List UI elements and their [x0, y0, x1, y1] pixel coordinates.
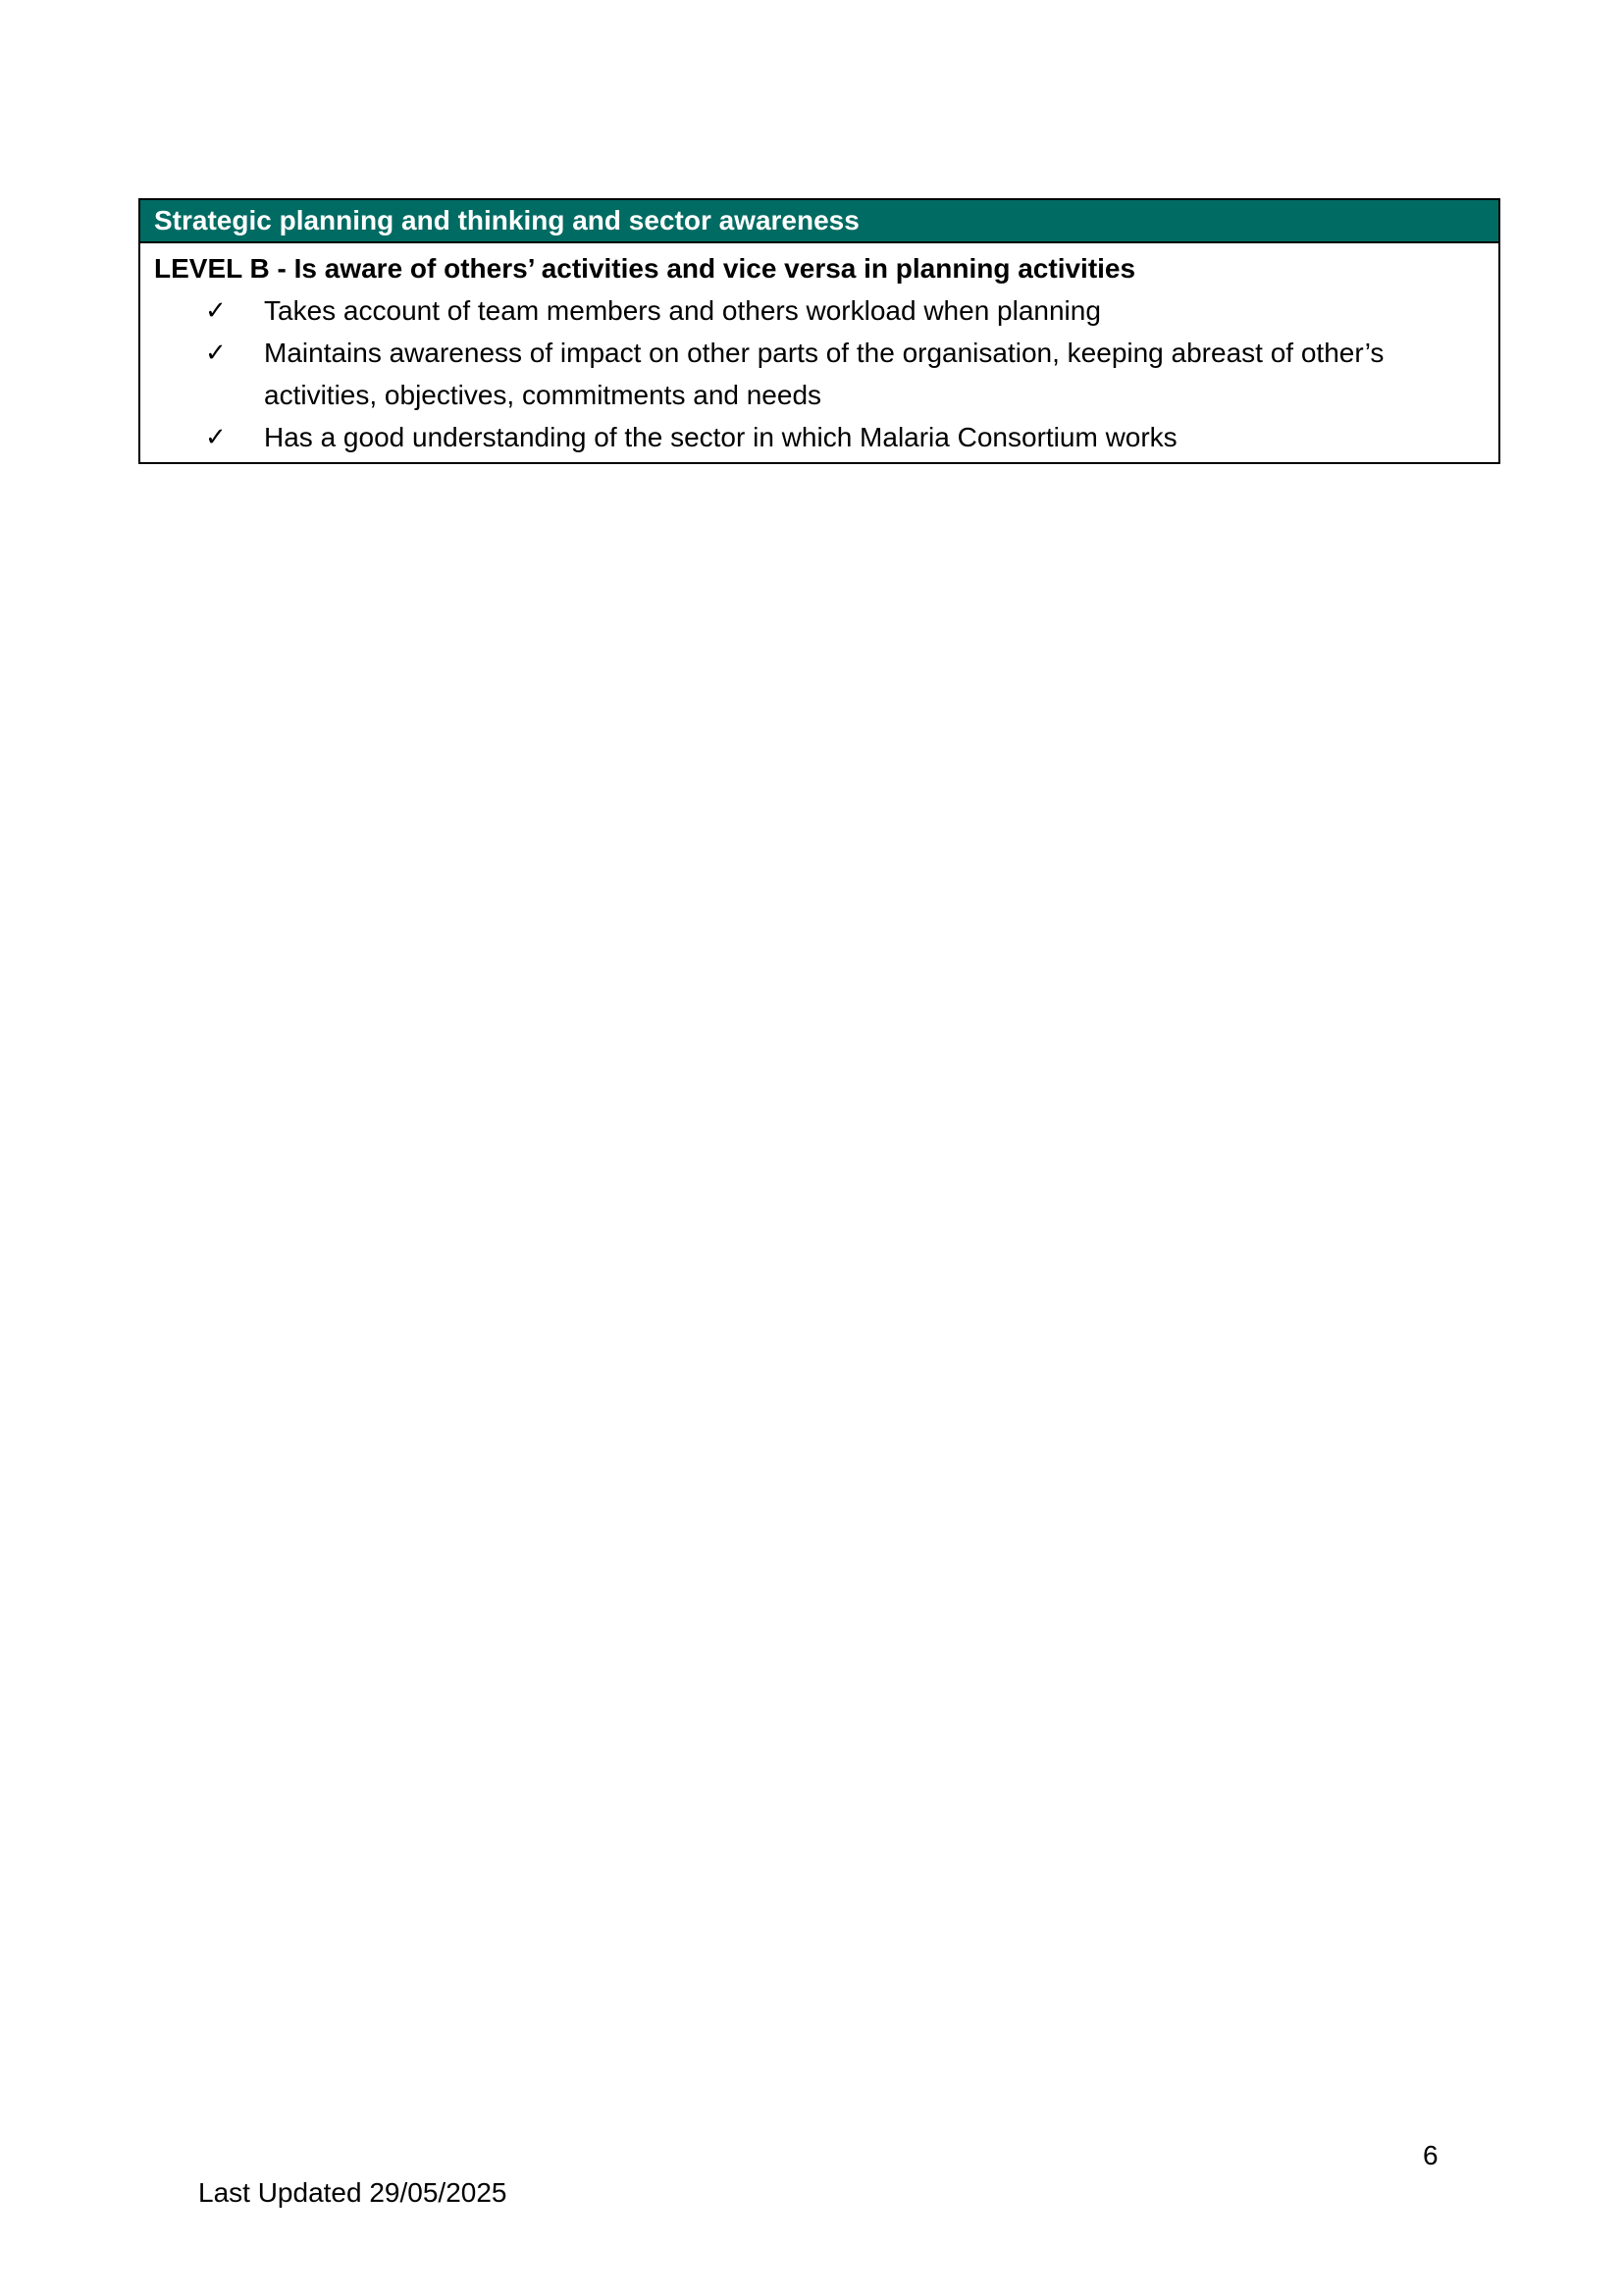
- competency-table: [138, 198, 1500, 464]
- criteria-list: [154, 289, 1485, 458]
- list-item: [154, 289, 1485, 332]
- checkmark-icon: ✓: [205, 295, 227, 325]
- competency-table-body: [140, 243, 1498, 462]
- criteria-text: Maintains awareness of impact on other parts of the organisation, keeping abreast of other’s activities, objectives, commitments and needs: [264, 338, 1385, 410]
- list-item: [154, 332, 1485, 416]
- page-number: 6: [1423, 2140, 1439, 2170]
- competency-table-header: Strategic planning and thinking and sector awareness: [140, 200, 1498, 243]
- criteria-text: Takes account of team members and others workload when planning: [264, 295, 1101, 326]
- checkmark-icon: ✓: [205, 422, 227, 451]
- last-updated-footer: Last Updated 29/05/2025: [198, 2177, 507, 2208]
- list-item: [154, 416, 1485, 458]
- checkmark-icon: ✓: [205, 338, 227, 367]
- level-heading: LEVEL B - Is aware of others’ activities and vice versa in planning activities: [154, 253, 1136, 284]
- criteria-text: Has a good understanding of the sector in which Malaria Consortium works: [264, 422, 1178, 452]
